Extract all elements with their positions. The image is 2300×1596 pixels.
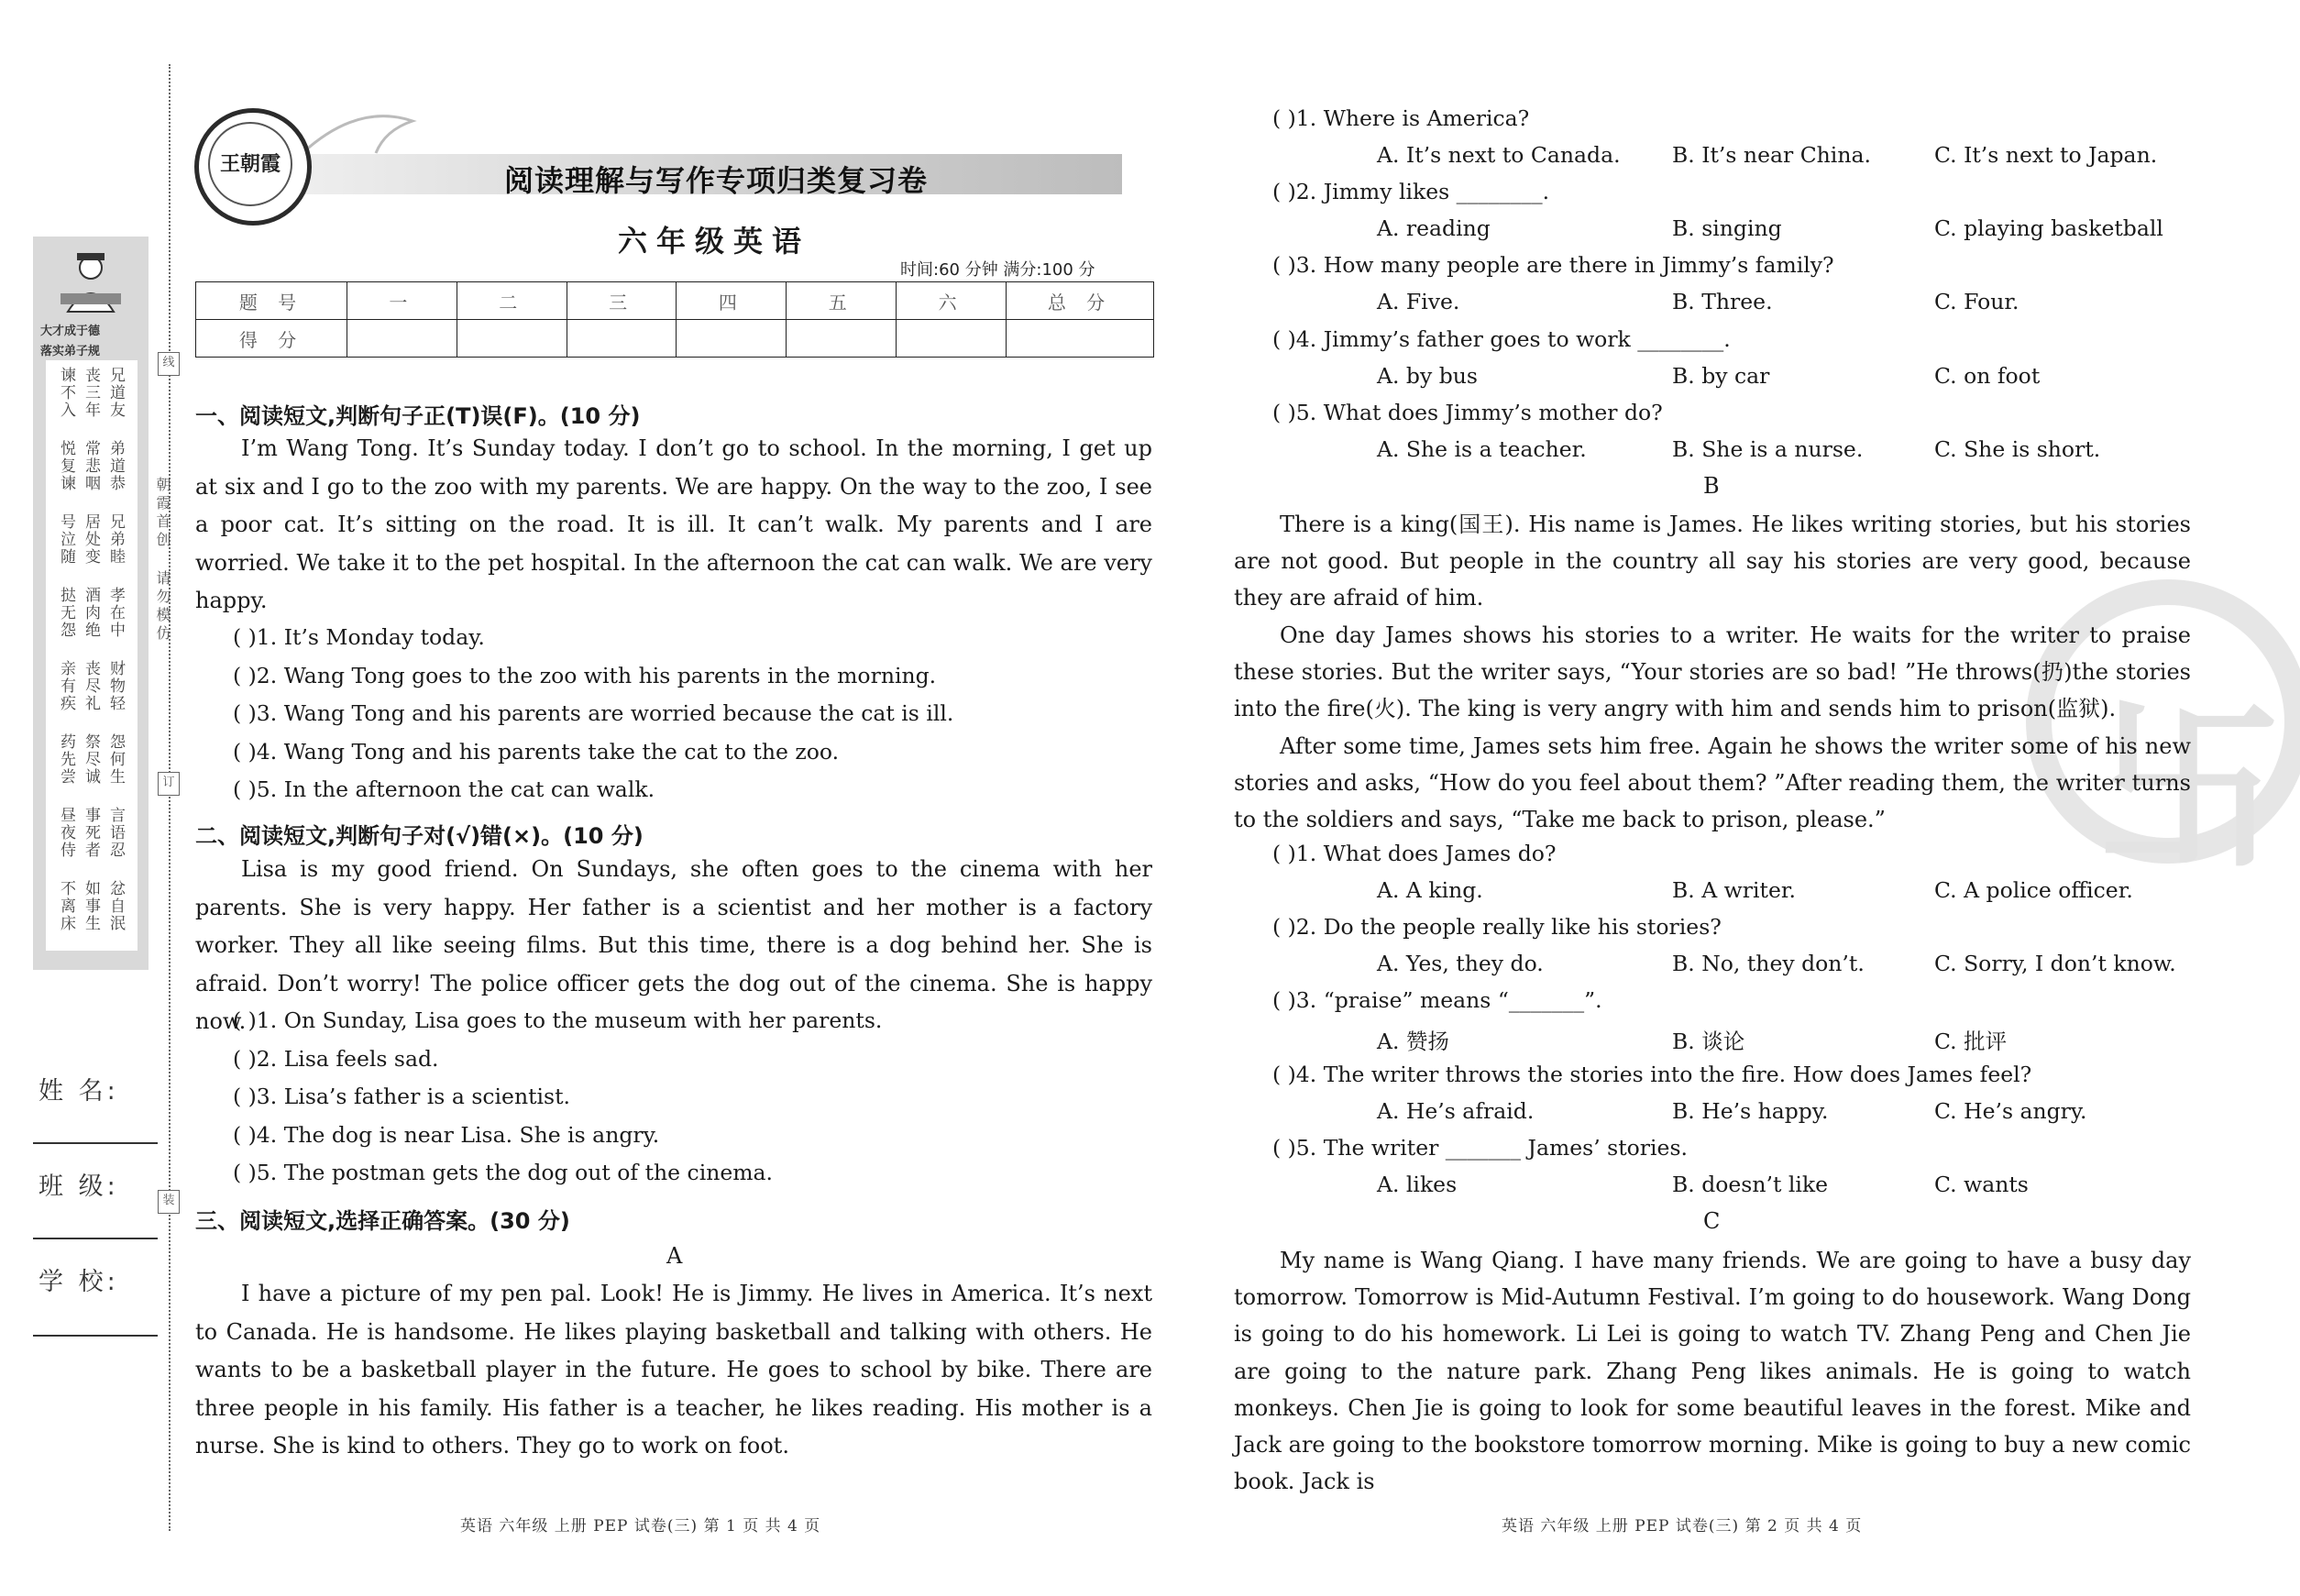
question-item: ( )4. The writer throws the stories into the fire. How does James feel? bbox=[1272, 1061, 2032, 1087]
passage-b-label: B bbox=[1703, 473, 1720, 499]
score-header-cell: 二 bbox=[457, 282, 567, 320]
answer-option[interactable]: B. It’s near China. bbox=[1672, 142, 1871, 168]
section-1-title: 一、阅读短文,判断句子正(T)误(F)。(10 分) bbox=[195, 403, 641, 429]
subject-title: 六年级英语 bbox=[618, 224, 811, 259]
vertical-note-1: 朝霞首创 bbox=[154, 477, 171, 550]
question-item: ( )2. Do the people really like his stories? bbox=[1272, 914, 1722, 941]
answer-option[interactable]: C. He’s angry. bbox=[1934, 1097, 2087, 1124]
score-header-cell: 题 号 bbox=[196, 282, 347, 320]
question-item: ( )2. Wang Tong goes to the zoo with his parents in the morning. bbox=[233, 662, 937, 688]
score-cell[interactable] bbox=[1007, 320, 1154, 358]
name-field[interactable] bbox=[33, 1142, 158, 1144]
score-cell[interactable] bbox=[567, 320, 677, 358]
banner-title: 阅读理解与写作专项归类复习卷 bbox=[504, 163, 929, 198]
question-item: ( )1. It’s Monday today. bbox=[233, 624, 485, 650]
answer-option[interactable]: C. 批评 bbox=[1934, 1029, 2008, 1055]
score-header-row bbox=[196, 282, 1154, 320]
logo-text: 王朝霞 bbox=[208, 122, 292, 206]
school-field[interactable] bbox=[33, 1335, 158, 1337]
answer-option[interactable]: A. It’s next to Canada. bbox=[1377, 142, 1621, 168]
score-cell[interactable] bbox=[677, 320, 787, 358]
answer-option[interactable]: B. doesn’t like bbox=[1672, 1171, 1829, 1197]
poem-column: 挞无怨 bbox=[57, 587, 75, 639]
poem-column: 居处变 bbox=[82, 513, 100, 566]
poem-column: 怨何生 bbox=[106, 733, 125, 786]
answer-option[interactable]: A. likes bbox=[1377, 1171, 1458, 1197]
score-value-row bbox=[196, 320, 1154, 358]
question-item: ( )1. On Sunday, Lisa goes to the museum with her parents. bbox=[233, 1007, 883, 1033]
score-header-cell: 五 bbox=[787, 282, 897, 320]
cut-mark-2: 订 bbox=[158, 772, 180, 796]
ribbon-decoration bbox=[303, 103, 440, 158]
question-item: ( )4. Jimmy’s father goes to work ________. bbox=[1272, 325, 1731, 352]
poem-column: 财物轻 bbox=[106, 660, 125, 712]
passage-c: My name is Wang Qiang. I have many friends. We are going to have a busy day tomorrow. Tomorrow is Mid-Autumn Festival. I’m going to do housework. Wang Dong is going to do his homework. Li Lei is going to watch TV. Zhang Peng and Chen Jie are going to the nature park. Zhang Peng likes animals. He is going to watch monkeys. Chen Jie is going to look for some beautiful leaves in the forest. Mike and Jack are going to the bookstore tomorrow morning. Mike is going to buy a new comic book. Jack is bbox=[1234, 1248, 2191, 1495]
poem-column: 昼夜侍 bbox=[57, 807, 75, 859]
watermark-glyph: 卐 bbox=[2097, 682, 2282, 896]
answer-option[interactable]: C. She is short. bbox=[1934, 435, 2101, 462]
poem-column: 兄弟睦 bbox=[106, 513, 125, 566]
score-header-cell: 三 bbox=[567, 282, 677, 320]
question-item: ( )5. The writer _______ James’ stories. bbox=[1272, 1134, 1688, 1161]
score-header-cell: 六 bbox=[897, 282, 1007, 320]
answer-option[interactable]: A. reading bbox=[1377, 215, 1491, 242]
answer-option[interactable]: A. He’s afraid. bbox=[1377, 1097, 1535, 1124]
answer-option[interactable]: B. He’s happy. bbox=[1672, 1097, 1829, 1124]
poem-column: 亲有疾 bbox=[57, 660, 75, 712]
passage-b-para-1: There is a king(国王). His name is James. He likes writing stories, but his stories are not good. But people in the country all say his stories are very good, because they are afraid of him. bbox=[1234, 512, 2191, 611]
question-item: ( )2. Lisa feels sad. bbox=[233, 1045, 439, 1072]
poem-column: 常悲咽 bbox=[82, 440, 100, 492]
cut-mark-1: 线 bbox=[158, 352, 180, 376]
poem-column: 悦复谏 bbox=[57, 440, 75, 492]
answer-option[interactable]: A. She is a teacher. bbox=[1377, 435, 1587, 462]
score-header-cell: 一 bbox=[347, 282, 457, 320]
answer-option[interactable]: B. Three. bbox=[1672, 289, 1773, 315]
answer-option[interactable]: B. singing bbox=[1672, 215, 1782, 242]
poem-column: 孝在中 bbox=[106, 587, 125, 639]
question-item: ( )1. Where is America? bbox=[1272, 105, 1530, 131]
poem-column: 不离床 bbox=[57, 880, 75, 932]
answer-option[interactable]: A. Five. bbox=[1377, 289, 1460, 315]
answer-option[interactable]: A. 赞扬 bbox=[1377, 1029, 1449, 1055]
footer-left: 英语 六年级 上册 PEP 试卷(三) 第 1 页 共 4 页 bbox=[460, 1517, 821, 1535]
answer-option[interactable]: A. by bus bbox=[1377, 362, 1478, 389]
score-header-cell: 总 分 bbox=[1007, 282, 1154, 320]
poem-column: 兄道友 bbox=[106, 367, 125, 419]
answer-option[interactable]: C. on foot bbox=[1934, 362, 2041, 389]
time-info: 时间:60 分钟 满分:100 分 bbox=[900, 260, 1095, 280]
footer-right: 英语 六年级 上册 PEP 试卷(三) 第 2 页 共 4 页 bbox=[1502, 1517, 1863, 1535]
question-item: ( )4. The dog is near Lisa. She is angry. bbox=[233, 1121, 660, 1148]
motto-line-2: 落实弟子规 bbox=[40, 345, 101, 358]
section-3-title: 三、阅读短文,选择正确答案。(30 分) bbox=[195, 1208, 570, 1234]
poem-column: 如事生 bbox=[82, 880, 100, 932]
answer-option[interactable]: B. by car bbox=[1672, 362, 1770, 389]
poem-column: 号泣随 bbox=[57, 513, 75, 566]
score-row-label: 得 分 bbox=[196, 320, 347, 358]
score-header-cell: 四 bbox=[677, 282, 787, 320]
brand-logo bbox=[194, 108, 312, 226]
answer-option[interactable]: C. It’s next to Japan. bbox=[1934, 142, 2158, 168]
scholar-figure-icon bbox=[50, 248, 132, 317]
poem-column: 药先尝 bbox=[57, 733, 75, 786]
answer-option[interactable]: C. playing basketball bbox=[1934, 215, 2163, 242]
class-label: 班 级: bbox=[39, 1172, 119, 1201]
name-label: 姓 名: bbox=[39, 1077, 119, 1106]
answer-option[interactable]: A. A king. bbox=[1377, 877, 1483, 903]
question-item: ( )2. Jimmy likes ________. bbox=[1272, 179, 1550, 205]
question-item: ( )1. What does James do? bbox=[1272, 841, 1557, 866]
school-label: 学 校: bbox=[39, 1268, 119, 1296]
poem-column: 祭尽诚 bbox=[82, 733, 100, 786]
question-item: ( )3. How many people are there in Jimmy’s family? bbox=[1272, 252, 1834, 279]
poem-column: 酒肉绝 bbox=[82, 587, 100, 639]
answer-option[interactable]: B. A writer. bbox=[1672, 877, 1796, 903]
passage-c-label: C bbox=[1703, 1208, 1721, 1234]
answer-option[interactable]: C. wants bbox=[1934, 1171, 2029, 1197]
cut-mark-3: 装 bbox=[158, 1190, 180, 1214]
answer-option[interactable]: C. Sorry, I don’t know. bbox=[1934, 951, 2176, 977]
poem-column: 丧尽礼 bbox=[82, 660, 100, 712]
question-item: ( )5. In the afternoon the cat can walk. bbox=[233, 776, 655, 803]
score-table bbox=[195, 281, 1154, 358]
section-2-passage: Lisa is my good friend. On Sundays, she often goes to the cinema with her parents. She is very happy. Her father is a scientist and her mother is a factory worker. They all like seeing films. But this time, there is a dog behind her. She is afraid. Don’t worry! The police officer gets the dog out of the cinema. She is happy now. bbox=[195, 856, 1152, 1035]
question-item: ( )3. Wang Tong and his parents are worried because the cat is ill. bbox=[233, 700, 954, 727]
answer-option[interactable]: A. Yes, they do. bbox=[1377, 951, 1544, 977]
question-item: ( )5. What does Jimmy’s mother do? bbox=[1272, 399, 1663, 425]
answer-option[interactable]: B. No, they don’t. bbox=[1672, 951, 1865, 977]
question-item: ( )3. Lisa’s father is a scientist. bbox=[233, 1084, 571, 1110]
poem-column: 弟道恭 bbox=[106, 440, 125, 492]
poem-column: 谏不入 bbox=[57, 367, 75, 419]
answer-option[interactable]: C. Four. bbox=[1934, 289, 2019, 315]
score-cell[interactable] bbox=[787, 320, 897, 358]
answer-option[interactable]: B. She is a nurse. bbox=[1672, 435, 1864, 462]
score-cell[interactable] bbox=[897, 320, 1007, 358]
answer-option[interactable]: C. A police officer. bbox=[1934, 877, 2133, 903]
passage-b-para-2: One day James shows his stories to a writer. He waits for the writer to praise these stories. But the writer says, “Your stories are so bad! ”He throws(扔)the stories into the fire(火). The king is very angry with him and sends him to prison(监狱). bbox=[1234, 622, 2191, 722]
poem-column: 事死者 bbox=[82, 807, 100, 859]
poem-column: 忿自泯 bbox=[106, 880, 125, 932]
passage-a: I have a picture of my pen pal. Look! He is Jimmy. He lives in America. It’s next to Canada. He is handsome. He likes playing basketball and talking with others. He wants to be a basketball player in the future. He goes to school by bike. There are three people in his family. His father is a teacher, he likes reading. His mother is a nurse. She is kind to others. They go to work on foot. bbox=[195, 1281, 1152, 1459]
score-cell[interactable] bbox=[457, 320, 567, 358]
question-item: ( )3. “praise” means “_______”. bbox=[1272, 987, 1602, 1014]
question-item: ( )4. Wang Tong and his parents take the cat to the zoo. bbox=[233, 738, 840, 765]
score-cell[interactable] bbox=[347, 320, 457, 358]
class-field[interactable] bbox=[33, 1238, 158, 1239]
poem-column: 言语忍 bbox=[106, 807, 125, 859]
answer-option[interactable]: B. 谈论 bbox=[1672, 1029, 1745, 1055]
section-1-passage: I’m Wang Tong. It’s Sunday today. I don’t go to school. In the morning, I get up at six and I go to the zoo with my parents. We are happy. On the way to the zoo, I see a poor cat. It’s sitting on the road. It is ill. It can’t walk. My parents and I are worried. We take it to the pet hospital. In the afternoon the cat can walk. We are very happy. bbox=[195, 435, 1152, 614]
passage-a-label: A bbox=[666, 1243, 683, 1269]
binding-dotted-line bbox=[169, 64, 171, 1531]
poem-column: 丧三年 bbox=[82, 367, 100, 419]
motto-line-1: 大才成于德 bbox=[40, 325, 101, 338]
section-2-title: 二、阅读短文,判断句子对(√)错(×)。(10 分) bbox=[195, 823, 644, 849]
question-item: ( )5. The postman gets the dog out of the cinema. bbox=[233, 1160, 774, 1186]
vertical-note-2: 请勿模仿 bbox=[154, 570, 171, 644]
passage-b-para-3: After some time, James sets him free. Again he shows the writer some of his new stories and asks, “How do you feel about them? ”After reading them, the writer turns to the soldiers and says, “Take me back to prison, please.” bbox=[1234, 733, 2191, 833]
